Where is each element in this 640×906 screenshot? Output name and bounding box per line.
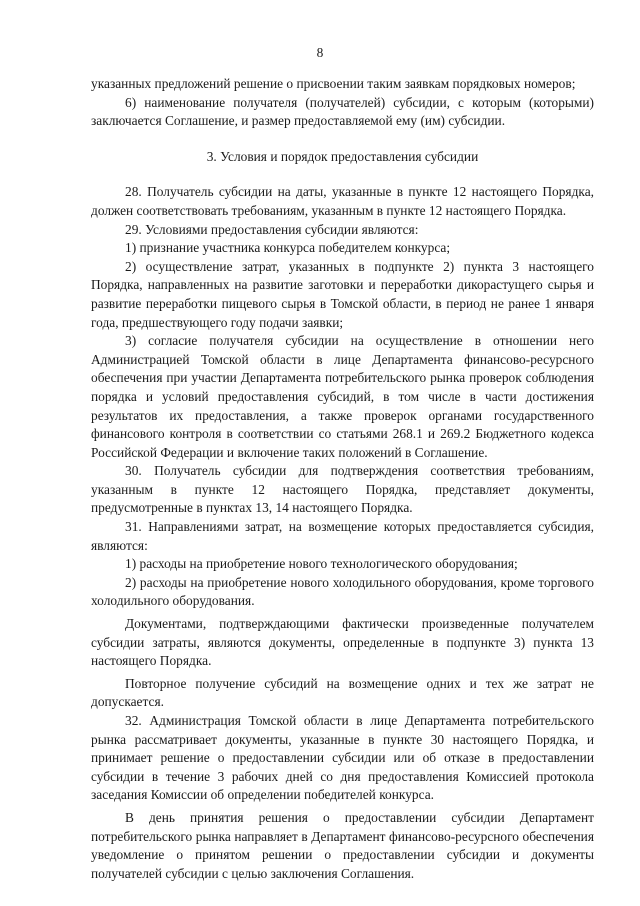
paragraph: 3) согласие получателя субсидии на осуществление в отношении него Администрацией Томской области в лице Департамента финансово-ресурсного обеспечения при участии Департамента потребительского рынка проверок соблюдения порядка и условий предоставления субсидий, в том числе в части достижения результатов их предоставления, а также проверок органами государственного финансового контроля в соответствии со статьями 268.1 и 269.2 Бюджетного кодекса Российской Федерации и включение таких положений в Соглашение. [91,333,594,460]
paragraph: указанных предложений решение о присвоении таким заявкам порядковых номеров; [91,76,576,91]
document-body [91,75,594,883]
paragraph: В день принятия решения о предоставлении субсидии Департамент потребительского рынка направляет в Департамент финансово-ресурсного обеспечения уведомление о принятом решении о предоставлении субсидии и документы получателей субсидии с целью заключения Соглашения. [91,809,594,881]
paragraph: Повторное получение субсидий на возмещение одних и тех же затрат не допускается. [91,675,594,710]
section-title: 3. Условия и порядок предоставления субсидии [206,148,479,164]
page-number: 8 [316,45,324,60]
paragraph: 30. Получатель субсидии для подтверждения соответствия требованиям, указанным в пункте 12 настоящего Порядка, представляет документы, предусмотренные в пунктах 13, 14 настоящего Порядка. [91,463,594,516]
paragraph: 32. Администрация Томской области в лице Департамента потребительского рынка рассматривает документы, указанные в пункте 30 настоящего Порядка, и принимает решение о предоставлении субсидии или об отказе в предоставлении субсидии в течение 3 рабочих дней со дня предоставления Комиссией протокола заседания Комиссии об определении победителей конкурса. [91,713,594,803]
paragraph: 6) наименование получателя (получателей) субсидии, с которым (которыми) заключается Соглашение, и размер предоставляемой ему (им) субсидии. [91,94,594,129]
paragraph: 31. Направлениями затрат, на возмещение которых предоставляется субсидия, являются: [91,519,594,553]
paragraph: 28. Получатель субсидии на даты, указанные в пункте 12 настоящего Порядка, должен соответствовать требованиям, указанным в пункте 12 настоящего Порядка. [91,184,594,218]
paragraph: 29. Условиями предоставления субсидии являются: [125,221,419,237]
paragraph: 1) признание участника конкурса победителем конкурса; [125,240,451,256]
paragraph: 2) расходы на приобретение нового холодильного оборудования, кроме торгового холодильного оборудования. [91,574,594,609]
paragraph: Документами, подтверждающими фактически произведенные получателем субсидии затраты, являются документы, определенные в подпункте 3) пункта 13 настоящего Порядка. [91,616,594,669]
paragraph: 2) осуществление затрат, указанных в подпункте 2) пункта 3 настоящего Порядка, направленных на развитие заготовки и переработки дикорастущего сырья и развитие переработки пищевого сырья в Томской области, в период не ранее 1 января года, предшествующего году подачи заявки; [91,258,594,330]
paragraph: 1) расходы на приобретение нового технологического оборудования; [125,556,518,572]
